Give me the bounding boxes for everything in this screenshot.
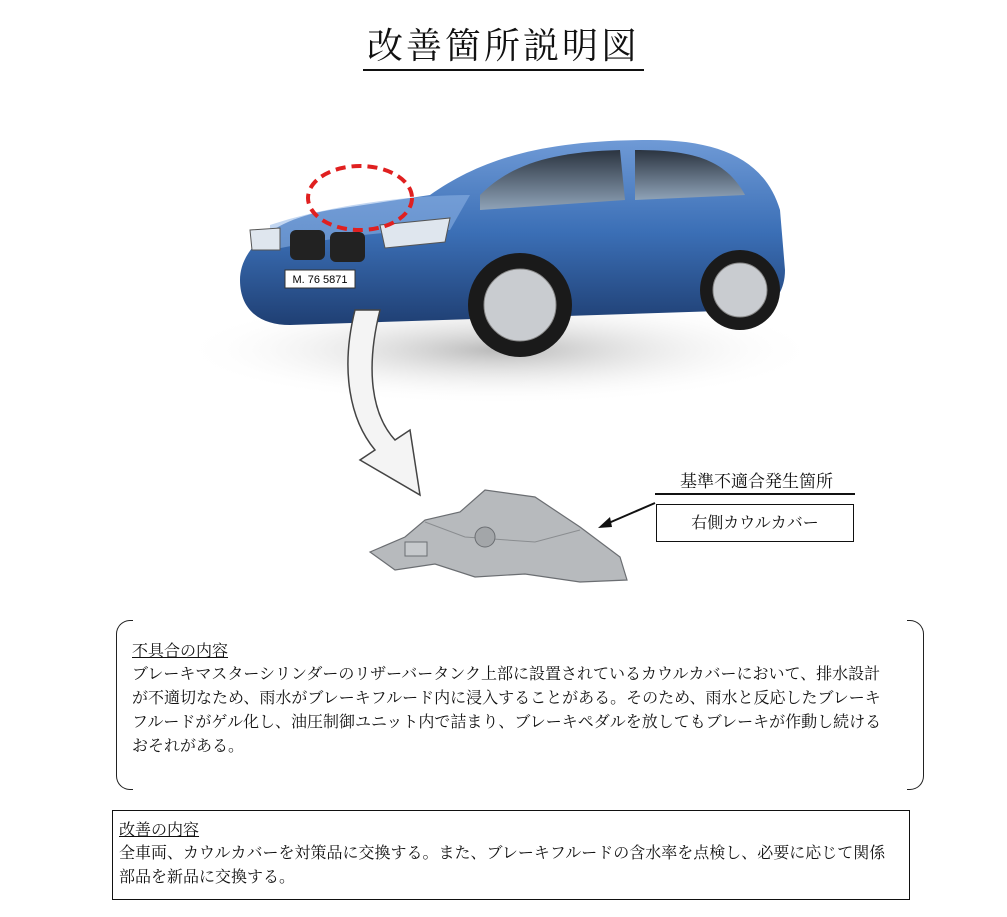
improvement-body: 全車両、カウルカバーを対策品に交換する。また、ブレーキフルードの含水率を点検し、必要に応じて関係部品を新品に交換する。 (119, 843, 886, 886)
curved-arrow-icon (300, 300, 440, 500)
part-label-box (656, 504, 854, 542)
part-label: 右側カウルカバー (691, 513, 819, 532)
improvement-section (112, 810, 910, 900)
bracket-right (907, 620, 924, 790)
page-title-text: 改善箇所説明図 (363, 26, 644, 71)
page-title (0, 18, 1007, 69)
pointer-arrow-icon (590, 495, 660, 535)
license-plate: M. 76 5871 (292, 274, 348, 286)
defect-section (116, 620, 924, 788)
defect-body: ブレーキマスターシリンダーのリザーバータンク上部に設置されているカウルカバーにおいて、排水設計が不適切なため、雨水がブレーキフルード内に浸入することがある。そのため、雨水と反応したブレーキフルードがゲル化し、油圧制御ユニット内で詰まり、ブレーキペダルを放してもブレーキが作動し続けるおそれがある。 (132, 664, 882, 755)
bracket-left (116, 620, 133, 790)
defect-heading: 不具合の内容 (132, 641, 229, 660)
improvement-heading: 改善の内容 (119, 820, 200, 839)
callout-divider (655, 493, 855, 495)
callout-title: 基準不適合発生箇所 (680, 472, 833, 492)
car-image (180, 100, 820, 410)
